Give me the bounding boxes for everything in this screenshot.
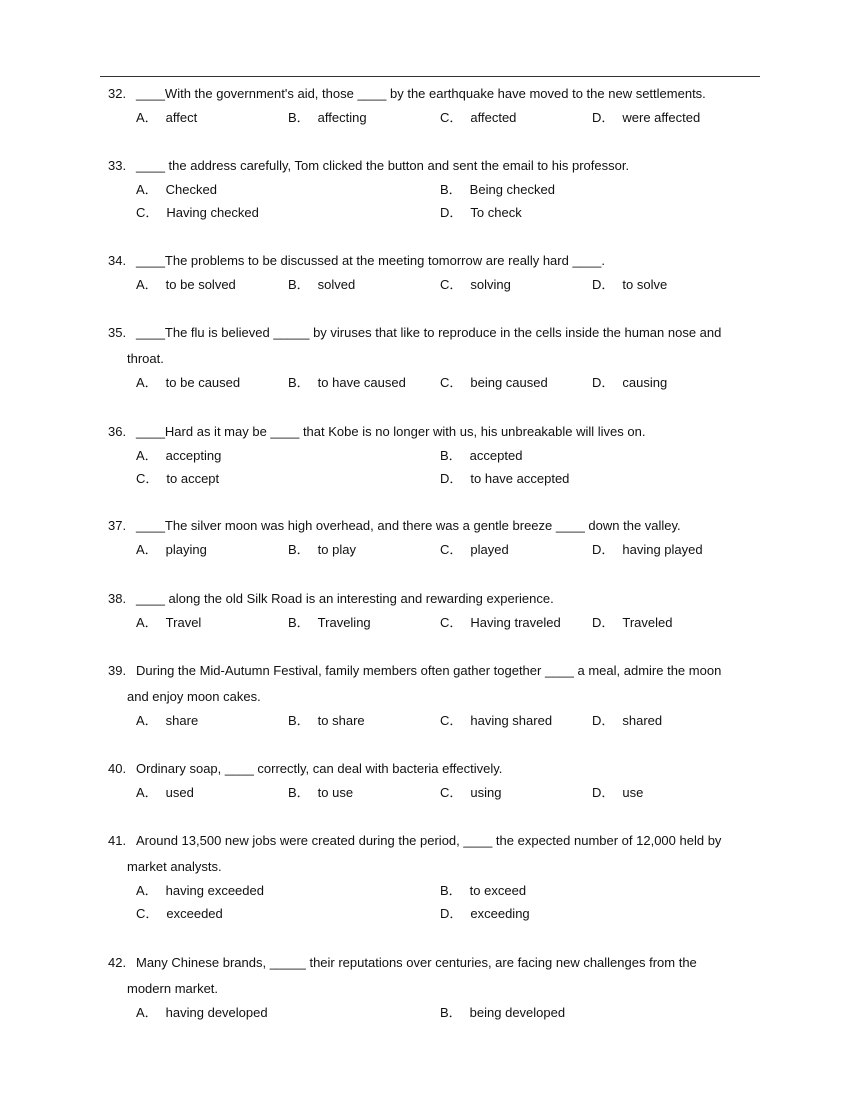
option-c[interactable] [136,468,219,490]
stem-text: the expected number of 12,000 held by [492,833,722,848]
option-b[interactable] [440,880,526,902]
option-letter: A． [136,542,158,557]
question-number: 37. [108,518,127,533]
question-stem [108,81,760,107]
option-b[interactable] [288,107,367,129]
option-letter: B． [288,713,310,728]
option-d[interactable] [592,782,643,804]
option-letter: B． [288,615,310,630]
question-stem [108,828,760,854]
stem-text: Ordinary soap, [136,761,225,776]
option-d[interactable] [592,274,667,296]
option-d[interactable] [440,903,530,925]
option-letter: B． [440,448,462,463]
option-a[interactable] [136,539,207,561]
option-text: to have accepted [470,471,570,486]
question-38 [108,586,760,634]
answer-blank: ____ [224,761,254,776]
option-text: using [470,785,502,800]
option-text: to use [317,785,354,800]
option-c[interactable] [440,710,552,732]
option-b[interactable] [288,612,371,634]
option-text: exceeded [166,906,223,921]
question-number: 35. [108,325,127,340]
stem-text: by the earthquake have moved to the new settlements. [386,86,706,101]
answer-blank: _____ [273,325,310,340]
options [136,612,760,634]
stem-text: correctly, can deal with bacteria effectively. [253,761,503,776]
option-letter: D． [592,375,615,390]
option-text: being caused [470,375,548,390]
option-a[interactable] [136,710,198,732]
option-d[interactable] [592,372,667,394]
option-a[interactable] [136,107,197,129]
option-b[interactable] [288,372,406,394]
option-letter: D． [592,542,615,557]
question-stem [108,153,760,179]
stem-text: ____With the government's aid, those [136,86,358,101]
option-text: having played [622,542,703,557]
option-c[interactable] [440,107,516,129]
option-b[interactable] [288,782,353,804]
stem-text: along the old Silk Road is an interesting and rewarding experience. [164,591,554,606]
stem-continuation: market analysts. [127,859,222,874]
option-letter: A． [136,615,158,630]
question-stem [108,320,760,346]
option-letter: C． [440,277,463,292]
option-letter: C． [440,785,463,800]
options [136,710,760,732]
option-letter: D． [440,471,463,486]
header-rule [100,76,760,77]
stem-continuation: throat. [127,351,164,366]
stem-text: a meal, admire the moon [573,663,722,678]
option-letter: B． [440,883,462,898]
option-d[interactable] [440,202,522,224]
option-letter: C． [440,542,463,557]
question-number: 39. [108,663,127,678]
option-b[interactable] [440,445,522,467]
option-text: to be caused [165,375,241,390]
answer-blank: ____ [572,253,602,268]
stem-text: ____Hard as it may be [136,424,271,439]
option-letter: B． [440,1005,462,1020]
option-letter: A． [136,277,158,292]
option-letter: D． [592,110,615,125]
question-37 [108,513,760,561]
question-stem [108,513,760,539]
option-text: to have caused [317,375,406,390]
options [136,179,760,225]
option-letter: A． [136,1005,158,1020]
question-number: 32. [108,86,127,101]
question-stem [108,586,760,612]
question-number: 38. [108,591,127,606]
option-letter: A． [136,110,158,125]
option-text: to share [317,713,365,728]
option-letter: B． [288,375,310,390]
option-text: Having checked [166,205,259,220]
option-letter: C． [136,205,159,220]
option-letter: C． [440,713,463,728]
option-letter: A． [136,182,158,197]
question-34 [108,248,760,296]
option-text: to solve [622,277,668,292]
question-39 [108,658,760,732]
stem-text: that Kobe is no longer with us, his unbreakable will lives on. [299,424,646,439]
option-d[interactable] [592,107,700,129]
options [136,107,760,129]
option-d[interactable] [592,612,673,634]
option-text: exceeding [470,906,530,921]
question-36 [108,419,760,491]
option-c[interactable] [440,612,561,634]
option-letter: D． [592,785,615,800]
option-letter: A． [136,375,158,390]
option-b[interactable] [440,1002,565,1024]
option-a[interactable] [136,372,240,394]
question-42 [108,950,760,1024]
stem-text: ____The silver moon was high overhead, and there was a gentle breeze [136,518,556,533]
stem-continuation: modern market. [127,981,219,996]
option-text: accepted [469,448,523,463]
option-text: Being checked [469,182,555,197]
question-number: 40. [108,761,127,776]
option-text: Traveling [317,615,371,630]
option-text: playing [165,542,207,557]
option-text: being developed [469,1005,566,1020]
option-letter: B． [440,182,462,197]
option-b[interactable] [288,274,355,296]
option-letter: D． [592,277,615,292]
option-text: use [622,785,644,800]
option-text: to play [317,542,356,557]
option-text: solving [470,277,511,292]
option-c[interactable] [440,782,501,804]
answer-blank: ____ [463,833,493,848]
option-letter: C． [136,471,159,486]
question-stem [108,950,760,976]
option-a[interactable] [136,880,264,902]
answer-blank: _____ [269,955,306,970]
stem-text: down the valley. [584,518,681,533]
option-letter: A． [136,883,158,898]
stem-text: . [601,253,605,268]
option-a[interactable] [136,612,201,634]
option-letter: B． [288,277,310,292]
stem-text: Many Chinese brands, [136,955,270,970]
option-letter: D． [440,906,463,921]
option-a[interactable] [136,1002,268,1024]
stem-text: their reputations over centuries, are facing new challenges from the [305,955,697,970]
option-b[interactable] [288,539,356,561]
option-d[interactable] [592,539,703,561]
option-text: affect [165,110,198,125]
options [136,782,760,804]
option-letter: D． [592,713,615,728]
option-c[interactable] [440,372,548,394]
option-text: were affected [622,110,701,125]
option-text: played [470,542,509,557]
question-number: 34. [108,253,127,268]
option-text: Checked [165,182,217,197]
question-33 [108,153,760,225]
answer-blank: ____ [136,158,165,173]
option-letter: D． [592,615,615,630]
option-letter: A． [136,785,158,800]
question-number: 41. [108,833,127,848]
option-c[interactable] [136,202,259,224]
question-number: 33. [108,158,127,173]
question-number: 36. [108,424,127,439]
option-text: shared [622,713,663,728]
question-41 [108,828,760,926]
options [136,274,760,296]
options [136,445,760,491]
option-text: affecting [317,110,367,125]
option-text: having exceeded [165,883,264,898]
option-letter: B． [288,785,310,800]
stem-text: the address carefully, Tom clicked the button and sent the email to his professor. [164,158,630,173]
question-stem [108,419,760,445]
option-text: used [165,785,194,800]
option-text: to exceed [469,883,527,898]
option-letter: C． [440,110,463,125]
answer-blank: ____ [136,591,165,606]
options [136,372,760,394]
option-letter: C． [136,906,159,921]
option-text: Having traveled [470,615,561,630]
option-text: accepting [165,448,222,463]
option-text: share [165,713,199,728]
options [136,1002,760,1024]
stem-text: by viruses that like to reproduce in the cells inside the human nose and [309,325,722,340]
answer-blank: ____ [357,86,387,101]
option-c[interactable] [440,539,509,561]
question-stem [108,248,760,274]
option-a[interactable] [136,274,236,296]
stem-text: ____The flu is believed [136,325,274,340]
answer-blank: ____ [270,424,300,439]
option-b[interactable] [440,179,555,201]
option-text: having shared [470,713,553,728]
stem-text: ____The problems to be discussed at the meeting tomorrow are really hard [136,253,573,268]
option-text: to be solved [165,277,236,292]
answer-blank: ____ [544,663,574,678]
option-a[interactable] [136,179,217,201]
question-32 [108,81,760,129]
option-letter: D． [440,205,463,220]
stem-continuation: and enjoy moon cakes. [127,689,261,704]
question-stem [108,756,760,782]
option-d[interactable] [440,468,569,490]
option-text: having developed [165,1005,268,1020]
option-text: causing [622,375,668,390]
option-b[interactable] [288,710,365,732]
answer-blank: ____ [555,518,585,533]
option-letter: B． [288,110,310,125]
option-letter: B． [288,542,310,557]
option-a[interactable] [136,782,194,804]
stem-text: During the Mid-Autumn Festival, family members often gather together [136,663,545,678]
option-c[interactable] [136,903,223,925]
option-text: solved [317,277,356,292]
option-text: to accept [166,471,220,486]
option-a[interactable] [136,445,221,467]
options [136,880,760,926]
option-c[interactable] [440,274,511,296]
option-text: affected [470,110,517,125]
option-letter: C． [440,375,463,390]
question-stem [108,658,760,684]
question-35 [108,320,760,394]
option-text: To check [470,205,522,220]
options [136,539,760,561]
question-number: 42. [108,955,127,970]
stem-text: Around 13,500 new jobs were created during the period, [136,833,464,848]
option-text: Travel [165,615,202,630]
option-letter: C． [440,615,463,630]
option-text: Traveled [622,615,673,630]
question-40 [108,756,760,804]
option-letter: A． [136,448,158,463]
option-letter: A． [136,713,158,728]
option-d[interactable] [592,710,662,732]
